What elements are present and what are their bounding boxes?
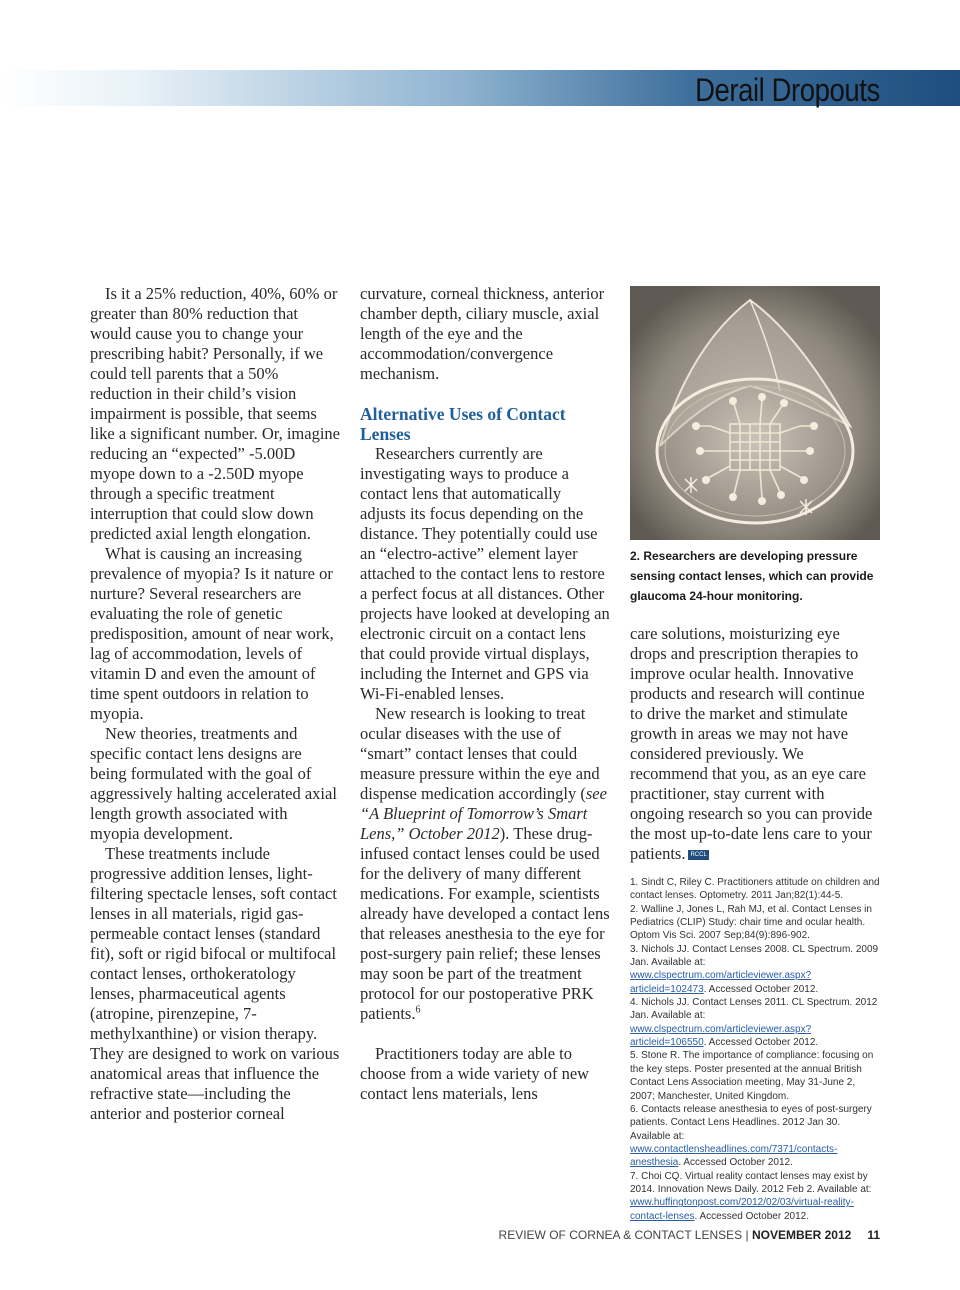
reference-link[interactable]: www.clspectrum.com/articleviewer.aspx?articleid=106550 [630,1023,812,1049]
body-paragraph: New theories, treatments and specific contact lens designs are being formulated with the goal of aggressively halting accelerated axial length growth associated with myopia development. [90,724,337,843]
citation-superscript: 6 [415,1004,421,1016]
reference-item [630,1170,880,1223]
column-2 [360,284,610,1104]
reference-text: 2. Walline J, Jones L, Rah MJ, et al. Contact Lenses in Pediatrics (CLIP) Study: chair time and ocular health. Optom Vis Sci. 2007 Sep;84(9):896-902. [630,903,872,942]
reference-text: 4. Nichols JJ. Contact Lenses 2011. CL Spectrum. 2012 Jan. Available at: [630,997,878,1022]
column-1 [90,284,340,1124]
end-of-article-badge: RCCL [690,852,707,858]
paragraph-spacer [360,1024,610,1044]
reference-link[interactable]: www.huffingtonpost.com/2012/02/03/virtual-reality-contact-lenses [630,1197,854,1222]
cross-reference: see “A Blueprint of Tomorrow’s Smart Lens,” October 2012 [360,784,607,843]
footer-publication: REVIEW OF CORNEA & CONTACT LENSES [498,1228,743,1242]
reference-link[interactable]: www.contactlensheadlines.com/7371/contacts-anesthesia [630,1143,838,1169]
page-number: 11 [867,1228,880,1242]
body-paragraph: Practitioners today are able to choose from a wide variety of new contact lens materials, lens [360,1044,590,1103]
body-paragraph: curvature, corneal thickness, anterior chamber depth, ciliary muscle, axial length of the eye and the accommodation/convergence mechanism. [360,284,605,383]
reference-accessed: . Accessed October 2012. [703,983,819,995]
reference-item [630,1049,880,1102]
body-paragraph: What is causing an increasing prevalence of myopia? Is it nature or nurture? Several researchers are evaluating the role of genetic predisposition, amount of near work, lag of accommodation, levels of vitamin D and even the amount of time spent outdoors in relation to myopia. [90,544,334,723]
figure-photo-smart-contact-lens [630,286,880,540]
reference-text: 5. Stone R. The importance of compliance: focusing on the key steps. Poster presented at the annual British Contact Lens Association meeting, May 31-June 2, 2007; Manchester, United Kingdom. [630,1050,874,1102]
reference-item [630,996,880,1049]
paragraph-text: care solutions, moisturizing eye drops and prescription therapies to improve ocular health. Innovative products and research will continue to drive the market and stimulate growth in areas we may not have considered previously. We recommend that you, as an eye care practitioner, stay current with ongoing research so you can provide the most up-to-date lens care to your patients. [630,624,873,863]
footer-issue-date: NOVEMBER 2012 [751,1228,852,1242]
figure-caption: 2. Researchers are developing pressure sensing contact lenses, which can provide glaucoma 24-hour monitoring. [630,549,874,603]
reference-text: 6. Contacts release anesthesia to eyes of post-surgery patients. Contact Lens Headlines. 2012 Jan 30. Available at: [630,1103,872,1142]
reference-accessed: . Accessed October 2012. [678,1157,793,1169]
body-paragraph: These treatments include progressive addition lenses, light-filtering spectacle lenses, soft contact lenses in all materials, rigid gas-permeable contact lenses (standard fit), soft or rigid bifocal or multifocal contact lenses, orthokeratology lenses, pharmaceutical agents (atropine, pirenzepine, 7-methylxanthine) or vision therapy. They are designed to work on various anatomical areas that influence the refractive state—including the anterior and posterior corneal [90,844,340,1123]
contact-lens-illustration [630,286,880,540]
body-paragraph: Is it a 25% reduction, 40%, 60% or greater than 80% reduction that would cause you to change your prescribing habit? Personally, if we could tell parents that a 50% reduction in their child’s vision impairment is possible, that seems like a significant number. Or, imagine reducing an “expected” -5.00D myope down to a -2.50D myope through a specific treatment interruption that could slow down predicted axial length elongation. [90,284,340,543]
reference-item [630,876,880,903]
reference-item [630,943,880,996]
body-paragraph [630,624,880,864]
paragraph-text: ). These drug-infused contact lenses could be used for the delivery of many different medications. For example, scientists already have developed a contact lens that releases anesthesia to the eye for post-surgery pain relief; these lenses may soon be part of the treatment protocol for our postoperative PRK patients. [360,824,610,1023]
reference-item [630,1103,880,1170]
column-3 [630,624,880,864]
body-paragraph [360,704,610,1024]
reference-item [630,903,880,943]
body-paragraph: Researchers currently are investigating ways to produce a contact lens that automatically adjusts its focus depending on the distance. They potentially could use an “electro-active” element layer attached to the contact lens to restore a perfect focus at all distances. Other projects have looked at developing an electronic circuit on a contact lens that could provide virtual displays, including the Internet and GPS via Wi-Fi-enabled lenses. [360,444,610,703]
reference-link[interactable]: www.clspectrum.com/articleviewer.aspx?articleid=102473 [630,970,812,995]
section-heading: Alternative Uses of Contact Lenses [360,404,566,444]
reference-accessed: . Accessed October 2012. [703,1037,819,1049]
reference-text: 3. Nichols JJ. Contact Lenses 2008. CL Spectrum. 2009 Jan. Available at: [630,943,879,969]
reference-accessed: . Accessed October 2012. [694,1210,809,1222]
paragraph-text: New research is looking to treat ocular diseases with the use of “smart” contact lenses that could measure pressure within the eye and dispense medication accordingly ( [360,704,600,803]
page-footer [499,1228,880,1242]
section-title: Derail Dropouts [695,72,880,108]
footer-separator: | [742,1228,752,1242]
reference-text: 7. Choi CQ. Virtual reality contact lenses may exist by 2014. Innovation News Daily. 2012 Feb 2. Available at: [630,1170,872,1195]
reference-list [630,876,880,1223]
reference-text: 1. Sindt C, Riley C. Practitioners attitude on children and contact lenses. Optometry. 2011 Jan;82(1):44-5. [630,877,880,902]
